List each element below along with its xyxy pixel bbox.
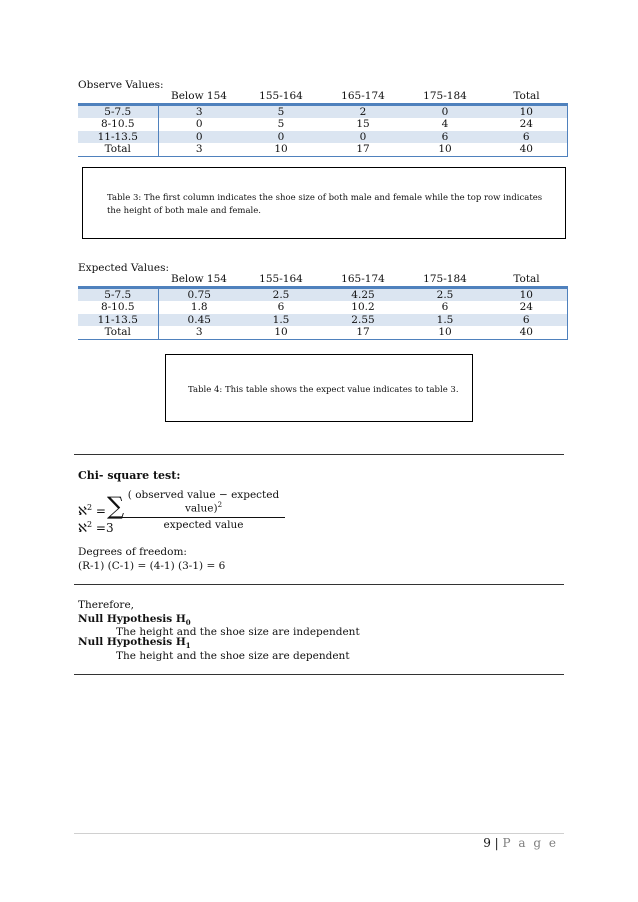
row-header-cell: 8-10.5 [78, 301, 158, 314]
table-cell: 10 [240, 326, 322, 339]
column-header: 175-184 [404, 90, 486, 104]
table-cell: 6 [277, 301, 285, 313]
column-header: 155-164 [240, 90, 322, 104]
row-header-cell: 11-13.5 [78, 314, 158, 327]
table-4-caption: Table 4: This table shows the expect value indicates to table 3. [188, 385, 459, 395]
table-cell: 1.5 [404, 314, 486, 327]
table-cell: 4.25 [322, 287, 404, 301]
table-row [78, 314, 567, 327]
table-cell: 10 [404, 143, 486, 156]
column-header: Below 154 [158, 90, 240, 104]
table-row [78, 143, 567, 156]
header-corner-cell [78, 273, 158, 287]
table-cell: 2.5 [240, 287, 322, 301]
row-header-cell: Total [78, 326, 158, 339]
h0-text: The height and the shoe size are independent [116, 626, 360, 638]
row-header-cell: 8-10.5 [78, 118, 158, 131]
table-row [78, 131, 567, 144]
chi-superscript: 2 [86, 503, 93, 512]
table-row [78, 104, 567, 118]
numerator-superscript: 2 [217, 501, 223, 509]
h1-text: The height and the shoe size are dependent [116, 650, 350, 662]
chi-symbol: ℵ [78, 504, 87, 518]
table-cell: 6 [486, 314, 567, 327]
table-cell: 3 [158, 143, 240, 156]
table-cell: 1.8 [190, 301, 208, 313]
page-word: P a g e [502, 836, 558, 850]
table-cell: 1.5 [240, 314, 322, 327]
table-row [78, 118, 567, 131]
table-cell: 24 [486, 301, 567, 314]
row-header-cell: 11-13.5 [78, 131, 158, 144]
table-4-caption-box [165, 354, 473, 422]
table-cell: 0.45 [158, 314, 240, 327]
column-header: 165-174 [322, 90, 404, 104]
sigma-icon: ∑ [107, 492, 125, 520]
table-3-caption-box [82, 167, 566, 239]
table-cell: 3 [158, 326, 240, 339]
row-header-cell: 5-7.5 [78, 104, 158, 118]
chi-square-result [78, 520, 114, 535]
chi-result-value: 3 [105, 521, 114, 535]
table-cell: 40 [486, 143, 567, 156]
table-cell: 2.5 [404, 287, 486, 301]
chi-square-heading: Chi- square test: [78, 469, 181, 482]
table-row [78, 287, 567, 301]
table-cell: 6 [486, 131, 567, 144]
h1-label: Null Hypothesis $H_1$ [78, 636, 191, 651]
table-cell: 24 [486, 118, 567, 131]
footer-divider [74, 833, 564, 834]
dof-expression: (R-1) (C-1) = (4-1) (3-1) = 6 [78, 560, 226, 572]
table-cell: 3 [158, 104, 240, 118]
table-cell: 17 [322, 143, 404, 156]
observed-values-table [78, 90, 568, 157]
therefore-text: Therefore, [78, 599, 134, 611]
expected-values-table [78, 273, 568, 340]
column-header: Below 154 [158, 273, 240, 287]
dof-label: Degrees of freedom: [78, 546, 187, 558]
page-separator: | [490, 836, 503, 850]
formula-fraction [122, 489, 285, 531]
observed-values-label: Observe Values: [78, 79, 164, 91]
equals-sign: = [95, 504, 106, 518]
table-cell: 2.55 [322, 314, 404, 327]
chi-square-formula [78, 503, 106, 518]
table-cell: 0 [404, 104, 486, 118]
page-number-value: 9 [483, 836, 491, 850]
table-cell: 6 [441, 301, 449, 313]
row-header-cell: 5-7.5 [78, 287, 158, 301]
table-cell: 0 [195, 118, 203, 130]
table-cell: 0 [322, 131, 404, 144]
header-corner-cell [78, 90, 158, 104]
table-cell: 10 [240, 143, 322, 156]
table-3-caption: Table 3: The first column indicates the shoe size of both male and female while the top row indicates the height of both male and female. [107, 193, 543, 216]
table-cell: 5 [277, 118, 285, 130]
table-row [78, 301, 567, 314]
numerator-text: ( observed value − expected value) [127, 489, 280, 515]
page-number [483, 836, 558, 850]
expected-values-label: Expected Values: [78, 262, 170, 274]
column-header: 155-164 [240, 273, 322, 287]
table-cell: 10 [486, 104, 567, 118]
formula-denominator: expected value [163, 518, 244, 531]
table-cell: 6 [404, 131, 486, 144]
table-cell: 10 [404, 326, 486, 339]
table-row [78, 326, 567, 339]
chi-superscript: 2 [86, 520, 93, 529]
table-cell: 0 [240, 131, 322, 144]
table-cell: 5 [240, 104, 322, 118]
table-header-row [78, 90, 567, 104]
table-cell: 0 [158, 131, 240, 144]
column-header: Total [486, 90, 567, 104]
column-header: Total [486, 273, 567, 287]
table-cell: 15 [356, 118, 370, 130]
table-cell: 40 [486, 326, 567, 339]
table-cell: 10 [486, 287, 567, 301]
section-divider [74, 674, 564, 675]
formula-numerator [122, 489, 285, 518]
table-cell: 2 [322, 104, 404, 118]
equals-sign: = [95, 521, 106, 535]
section-divider [74, 584, 564, 585]
table-cell: 0.75 [158, 287, 240, 301]
section-divider [74, 454, 564, 455]
column-header: 165-174 [322, 273, 404, 287]
chi-symbol: ℵ [78, 521, 87, 535]
table-cell: 17 [322, 326, 404, 339]
row-header-cell: Total [78, 143, 158, 156]
table-cell: 4 [441, 118, 449, 130]
column-header: 175-184 [404, 273, 486, 287]
table-header-row [78, 273, 567, 287]
h0-label: Null Hypothesis $H_0$ [78, 613, 191, 628]
table-cell: 10.2 [351, 301, 375, 313]
